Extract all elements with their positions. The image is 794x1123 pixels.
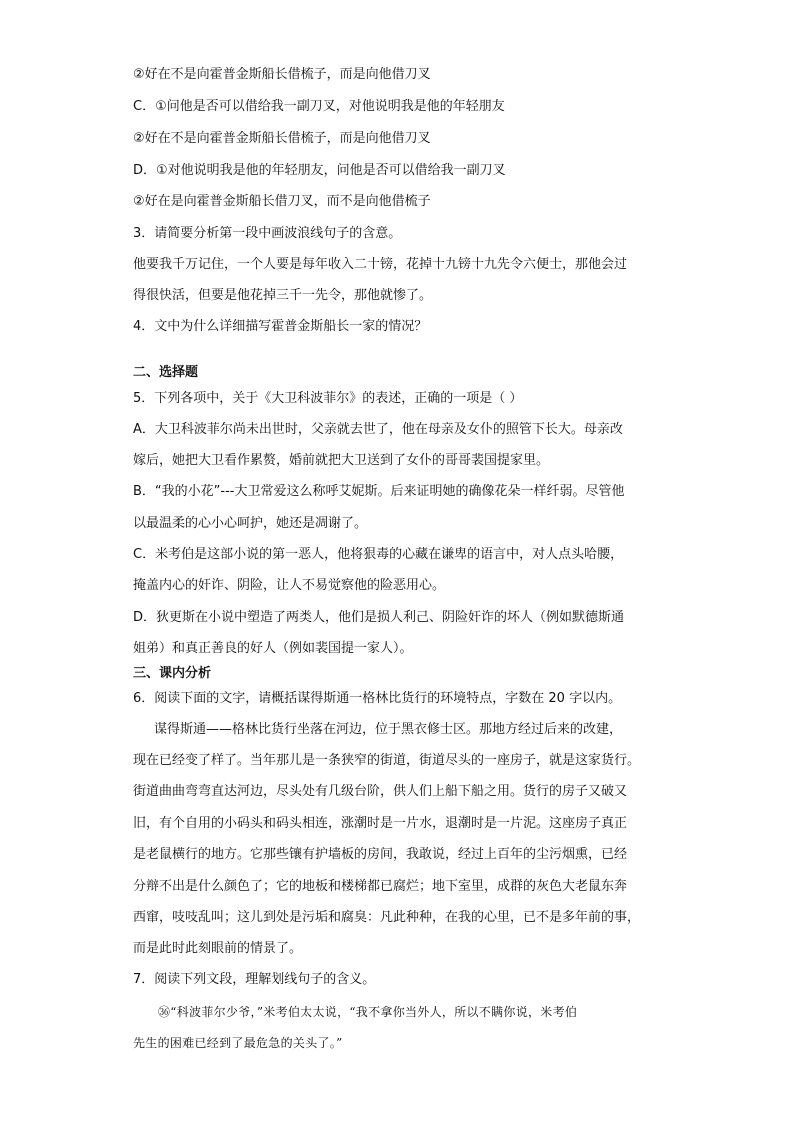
option-d-line-1: D．狄更斯在小说中塑造了两类人，他们是损人利己、阴险奸诈的坏人（例如默德斯通 — [133, 610, 625, 625]
option-c-line-2: 掩盖内心的奸诈、阴险，让人不易觉察他的险恶用心。 — [133, 578, 446, 593]
section-heading-choice: 二、选择题 — [133, 365, 199, 380]
option-c-line-1: C．米考伯是这部小说的第一恶人，他将狠毒的心藏在谦卑的语言中，对人点头哈腰， — [133, 547, 624, 562]
option-a-line-2: 嫁后，她把大卫看作累赘，婚前就把大卫送到了女仆的哥哥裴国提家里。 — [133, 453, 550, 468]
question-6: 6．阅读下面的文字，请概括谋得斯通一格林比货行的环境特点，字数在 20 字以内。 — [133, 691, 622, 706]
passage-line: 得很快活，但要是他花掉三千一先令，那他就惨了。 — [133, 288, 433, 303]
passage-line: 旧，有个自用的小码头和码头相连，涨潮时是一片水，退潮时是一片泥。这座房子真正 — [133, 816, 628, 831]
quote-line-1: ㊱“科波菲尔少爷，”米考伯太太说，“我不拿你当外人，所以不瞒你说，米考伯 — [158, 1005, 578, 1019]
passage-line: 谋得斯通——格林比货行坐落在河边，位于黑衣修士区。那地方经过后来的改建， — [154, 722, 623, 737]
option-d-line-2: 姐弟）和真正善良的好人（例如裴国提一家人）。 — [133, 641, 413, 656]
passage-line: 街道曲曲弯弯直达河边，尽头处有几级台阶，供人们上船下船之用。货行的房子又破又 — [133, 784, 628, 799]
passage-line: 西窜，吱吱乱叫；这儿到处是污垢和腐臭：凡此种种，在我的心里，已不是多年前的事， — [133, 910, 641, 925]
question-5: 5．下列各项中，关于《大卫科波菲尔》的表述，正确的一项是（ ） — [133, 391, 523, 406]
passage-line: 分辩不出是什么颜色了；它的地板和楼梯都已腐烂；地下室里，成群的灰色大老鼠东奔 — [133, 879, 628, 894]
question-7: 7．阅读下列文段，理解划线句子的含义。 — [133, 972, 376, 987]
quote-line-2: 先生的困难已经到了最危急的关头了。” — [133, 1036, 343, 1050]
section-heading-analysis: 三、课内分析 — [133, 666, 212, 681]
option-b-line-2: ②好在不是向霍普金斯船长借梳子，而是向他借刀叉 — [133, 67, 431, 82]
option-b-line-2: 以最温柔的心小心呵护，她还是凋谢了。 — [133, 516, 368, 531]
question-3: 3．请简要分析第一段中画波浪线句子的含意。 — [133, 226, 402, 241]
option-d-line-2: ②好在是向霍普金斯船长借刀叉，而不是向他借梳子 — [133, 194, 431, 209]
passage-line: 现在已经变了样了。当年那儿是一条狭窄的街道，街道尽头的一座房子，就是这家货行。 — [133, 753, 641, 768]
passage-line: 是老鼠横行的地方。它那些镶有护墙板的房间，我敢说，经过上百年的尘污烟熏，已经 — [133, 847, 628, 862]
question-4: 4．文中为什么详细描写霍普金斯船长一家的情况？ — [133, 319, 428, 334]
option-c-line-1: C．①问他是否可以借给我一副刀叉，对他说明我是他的年轻朋友 — [133, 99, 505, 114]
option-c-line-2: ②好在不是向霍普金斯船长借梳子，而是向他借刀叉 — [133, 131, 431, 146]
option-a-line-1: A．大卫科波菲尔尚未出世时，父亲就去世了，他在母亲及女仆的照管下长大。母亲改 — [133, 422, 623, 437]
passage-line: 他要我千万记住，一个人要是每年收入二十镑，花掉十九镑十九先令六便士，那他会过 — [133, 257, 628, 272]
option-b-line-1: B．“我的小花”---大卫常爱这么称呼艾妮斯。后来证明她的确像花朵一样纤弱。尽管他 — [133, 484, 625, 499]
option-d-line-1: D．①对他说明我是他的年轻朋友，问他是否可以借给我一副刀叉 — [133, 163, 506, 178]
passage-line: 而是此时此刻眼前的情景了。 — [133, 941, 303, 956]
